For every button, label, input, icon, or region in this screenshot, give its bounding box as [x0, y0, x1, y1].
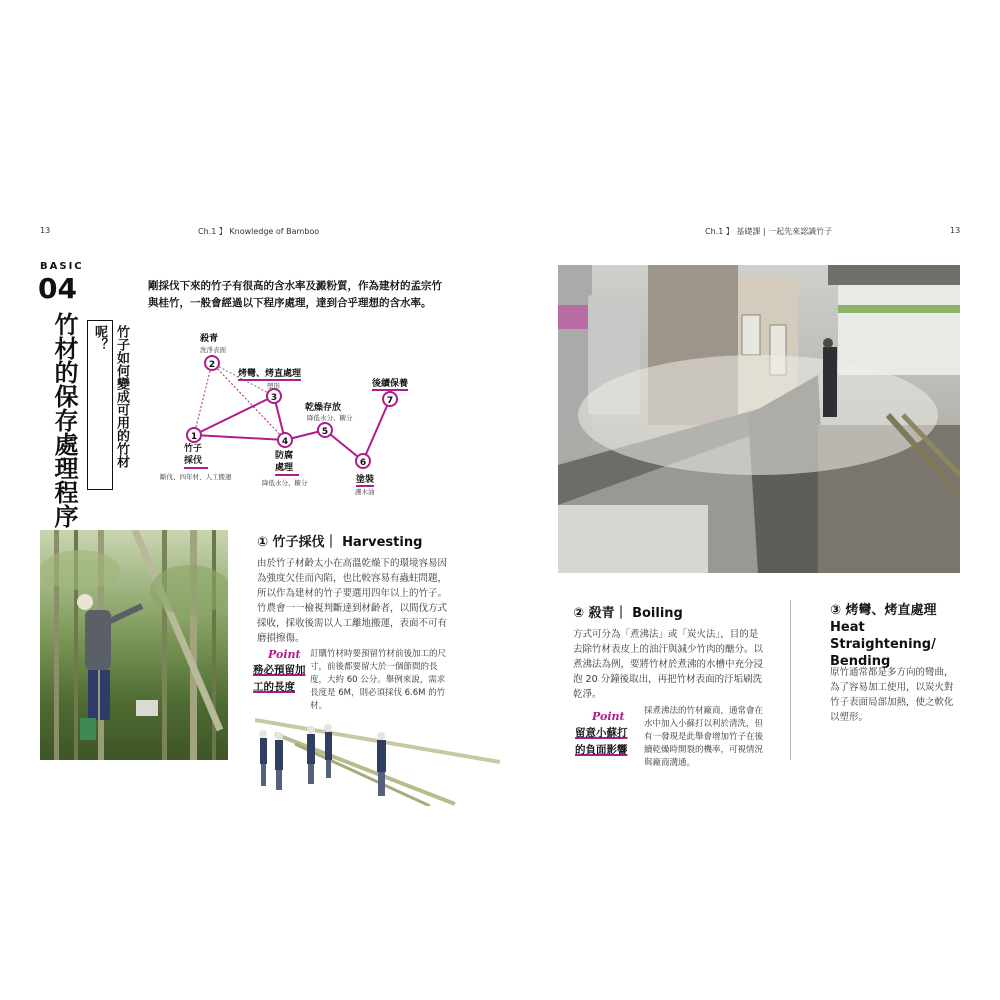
node-2-number: 2: [208, 360, 216, 370]
boiling-photo-art: [558, 265, 960, 573]
section1-number: ①: [257, 535, 269, 550]
node-2-sub: 洗淨表面: [200, 346, 226, 354]
node-1-number: 1: [190, 432, 198, 442]
node-7-label: 後續保養: [372, 376, 408, 391]
basic-tag: BASIC: [40, 261, 84, 272]
section3-number: ③: [830, 603, 842, 618]
vertical-title: 竹材的保存處理程序: [50, 312, 78, 528]
node-4-label: 防腐處理: [275, 450, 299, 476]
section2-point-text: 採煮沸法的竹材廠商，通常會在水中加入小蘇打以利於清洗，但有一發現是此舉會增加竹子在後續乾燥時開裂的機率，可視情況與廠商溝通。: [644, 706, 764, 768]
node-4-sub: 降低水分、糖分: [262, 479, 308, 487]
node-5-sub: 降低水分、糖分: [307, 414, 353, 422]
node-5-number: 5: [321, 427, 329, 437]
node-3-label: 烤彎、烤直處理: [238, 366, 301, 381]
column-divider: [790, 600, 791, 760]
section3-body: 原竹通常都是多方向的彎曲，為了容易加工使用，以炭火對竹子表面局部加熱，使之軟化以塑形。: [830, 667, 954, 723]
forest-harvest-photo: [40, 530, 228, 760]
boiling-tank-photo: [558, 265, 960, 573]
node-7-number: 7: [386, 396, 394, 406]
question-text: 竹子如何變成可用的竹材呢？: [92, 325, 129, 468]
section3-title: [830, 602, 960, 670]
node-1-sub: 斷伐、四年材、人工搬運: [160, 473, 232, 481]
section2-point-label: Point: [592, 710, 625, 723]
section1-title: [257, 531, 422, 550]
forest-photo-art: [40, 530, 228, 760]
node-5-label: 乾燥存放: [305, 403, 342, 413]
section1-point-label: Point: [268, 648, 301, 661]
left-running-title: Ch.1 】 Knowledge of Bamboo: [198, 227, 320, 236]
section1-body: 由於竹子材齡太小在高溫乾燥下的環境容易因為強度欠佳而內陷，也比較容易有蟲蛀問題，所以作為建材的竹子要選用四年以上的竹子。竹農會一一檢視判斷達到材齡者，以間伐方式採收，採收後需以人工離地搬運，表面不可有磨損擦傷。: [257, 558, 448, 644]
node-2-label: 殺青: [200, 334, 219, 344]
section2-point-title: 留意小蘇打的負面影響: [575, 727, 628, 756]
section1-title-text: 竹子採伐｜ Harvesting: [272, 535, 423, 550]
section3-title-text: 烤彎、烤直處理 Heat Straightening/ Bending: [830, 603, 937, 669]
node-6-number: 6: [359, 458, 367, 468]
section2-title-text: 殺青｜ Boiling: [588, 606, 683, 621]
section2-body: 方式可分為「煮沸法」或「炭火法」，目的是去除竹材表皮上的油汗與減少竹肉的醣分。以煮沸法為例，要將竹材於煮沸的水槽中充分浸泡 20 分鐘後取出，再把竹材表面的汙垢刷洗乾淨。: [573, 629, 764, 700]
node-2-circle: [205, 356, 219, 370]
section2-number: ②: [573, 606, 585, 621]
node-4-circle: [278, 433, 292, 447]
workers-photo-art: [255, 714, 500, 806]
intro-text: 剛採伐下來的竹子有很高的含水率及澱粉質，作為建材的孟宗竹與桂竹，一般會經過以下程序處理，達到合乎理想的含水率。: [148, 280, 442, 309]
basic-number: 04: [38, 272, 77, 305]
node-5-circle: [318, 423, 332, 437]
node-3-number: 3: [270, 393, 278, 403]
node-1-label: 竹子採伐: [184, 443, 208, 469]
node-6-sub: 護木油: [355, 488, 375, 496]
node-6-circle: [356, 454, 370, 468]
section1-point-text: 訂購竹材時要預留竹材前後加工的尺寸，前後都要留大於一個節間的長度，大約 60 公分。舉例來說，需求長度是 6M，則必須採伐 6.6M 的竹材。: [310, 649, 447, 711]
node-6-label: 塗裝: [356, 472, 374, 487]
node-3-circle: [267, 389, 281, 403]
right-running-title: Ch.1 】 基礎課 | 一起先來認識竹子: [705, 227, 833, 236]
section2-title: [573, 602, 683, 621]
node-3-sub: 塑形: [267, 382, 280, 390]
workers-carrying-bamboo-photo: [255, 714, 500, 806]
section1-point-title: 務必預留加工的長度: [253, 664, 306, 693]
right-page-number: 13: [950, 226, 961, 235]
node-4-number: 4: [281, 437, 289, 447]
left-page-number: 13: [40, 226, 51, 235]
question-box: [87, 320, 129, 490]
node-1-circle: [187, 428, 201, 442]
node-7-circle: [383, 392, 397, 406]
